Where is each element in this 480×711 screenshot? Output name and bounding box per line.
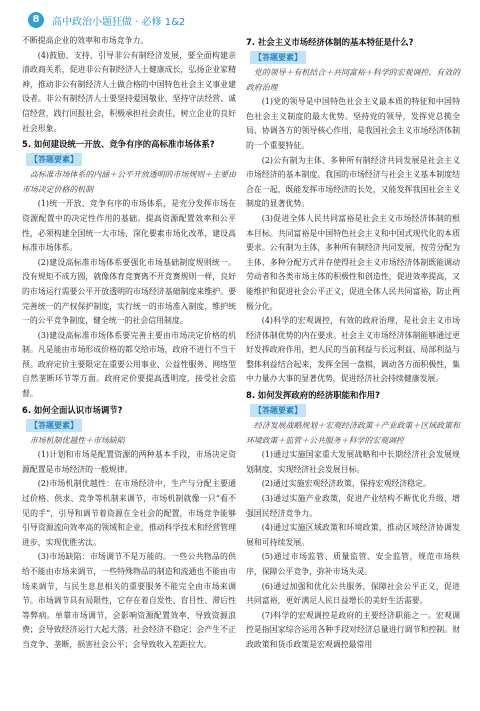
answer-tag: 【答题要素】	[250, 51, 306, 64]
left-column	[22, 34, 236, 653]
answer-point: (4)通过实施区域政策和环境政策，推动区域经济协调发展和可持续发展。	[246, 523, 460, 547]
answer-point: (1)统一开放、竞争有序的市场体系，是充分发挥市场在资源配置中的决定性作用的基础。提高资源配置效率和公平性，必须构建全国统一大市场，深化要素市场化改革，建设高标准市场体系。	[22, 199, 236, 253]
answer-point: (3)通过实施产业政策，促进产业结构不断优化升级，增强国民经济竞争力。	[246, 494, 460, 518]
answer-point: (3)促进全体人民共同富裕是社会主义市场经济体制的根本目标。共同富裕是中国特色社会主义和中国式现代化的本质要求。公有制为主体，多种所有制经济共同发展，按劳分配为主体、多种分配方式并存使得社会主义市场经济体制既能调动劳动者和各类市场主体的积极性和创造性，促进效率提高，又能维护和促进社会公平正义，促进全体人民共同富裕，防止两极分化。	[246, 213, 460, 311]
paragraph: 不断提高企业的效率和市场竞争力。	[22, 36, 149, 45]
answer-point: (1)通过实施国家重大发展战略和中长期经济社会发展规划制度，实现经济社会发展目标。	[246, 450, 460, 474]
question-8: 8. 如何发挥政府的经济职能和作用?	[246, 390, 381, 401]
answer-point: (2)市场机制优越性：在市场经济中，生产与分配主要通过价格、供求、竞争等机制来调节，市场机制就像一只“看不见的手”，引导和调节着资源在全社会的配置，市场竞争能够引导资源流向效率高的领域和企业，推动科学技术和经营管理进步，实现优胜劣汰。	[22, 479, 236, 547]
answer-point: (4)科学的宏观调控，有效的政府治理，是社会主义市场经济体制优势的内在要求。社会主义市场经济体制能够通过更好发挥政府作用，把人民的当前利益与长远利益、局部利益与整体利益结合起来，发挥全国一盘棋，调动各方面积极性，集中力量办大事的显著优势，促进经济社会持续健康发展。	[246, 316, 460, 384]
question-5: 5. 如何建设统一开放、竞争有序的高标准市场体系?	[22, 139, 215, 150]
answer-point: (2)通过实施宏观经济政策，保持宏观经济稳定。	[261, 479, 431, 489]
answer-point: (3)建设高标准市场体系要完善主要由市场决定价格的机制。凡是能由市场形成价格的都交给市场，政府不进行不当干预。政府定价主要限定在重要公用事业、公益性服务、网络型自然垄断环节等方面。政府定价要提高透明度，接受社会监督。	[22, 330, 236, 399]
page-header	[0, 10, 480, 30]
answer-point: (3)市场缺陷：市场调节不是万能的。一些公共物品的供给不能由市场来调节，一些特殊物品的制造和流通也不能由市场来调节，与民生息息相关的重要服务不能完全由市场来调节。市场调节具有局限性，它存在着自发性、盲目性、滞后性等弊病。单靠市场调节，会影响资源配置效率，导致资源浪费；会导致经济运行大起大落，社会经济不稳定；会产生不正当竞争、垄断，损害社会公平；会导致收入差距拉大。	[22, 552, 236, 649]
answer-point: (6)通过加强和优化公共服务，保障社会公平正义，促进共同富裕，更好满足人民日益增长的美好生活需要。	[246, 581, 460, 606]
answer-point: (2)公有制为主体、多种所有制经济共同发展是社会主义市场经济的基本制度。我国的市场经济与社会主义基本制度结合在一起，既能发挥市场经济的长处，又能发挥我国社会主义制度的显著优势。	[246, 155, 460, 209]
right-column	[246, 34, 460, 653]
answer-tag: 【答题要素】	[26, 419, 82, 432]
answer-point: (1)党的领导是中国特色社会主义最本质的特征和中国特色社会主义制度的最大优势。坚持党的领导，发挥党总揽全局、协调各方的领导核心作用，是我国社会主义市场经济体制的一个重要特征。	[246, 97, 460, 150]
page-number: 8	[28, 12, 44, 28]
answer-point: (2)建设高标准市场体系要强化市场基础制度规则统一。没有规矩不成方圆，就像体育竞赛离不开竞赛规则一样，良好的市场运行需要公平开放透明的市场经济基础制度来维护。要完善统一的产权保护制度，实行统一的市场准入制度，维护统一的公平竞争制度，健全统一的社会信用制度。	[22, 257, 236, 326]
answer-keywords: 党的领导＋有机结合＋共同富裕＋科学的宏观调控、有效的政府治理	[246, 68, 460, 92]
answer-keywords: 高标准市场体系的内涵＋公平开放透明的市场规则＋主要由市场决定价格的机制	[22, 170, 236, 194]
question-6: 6. 如何全面认识市场调节?	[22, 404, 123, 415]
answer-keywords: 市场机制优越性＋市场缺陷	[29, 435, 125, 445]
book-title: 高中政治小题狂做 · 必修 1&2	[52, 17, 186, 28]
answer-keywords: 经济发展战略规划＋宏观经济政策＋产业政策＋区域政策和环境政策＋监管＋公共服务＋科学的宏观调控	[246, 421, 460, 445]
paragraph: (4)鼓励、支持、引导非公有制经济发展，要全面构建亲清政商关系，促进非公有制经济人士健康成长，弘扬企业家精神，推动非公有制经济人士做合格的中国特色社会主义事业建设者。非公有制经济人士要坚持爱国敬业、坚持守法经营、诚信经营，践行回报社会，积极承担社会责任，树立企业的良好社会形象。	[22, 50, 236, 133]
answer-point: (5)通过市场监管、质量监管、安全监管，规范市场秩序，保障公平竞争，弥补市场失灵。	[246, 552, 460, 576]
question-7: 7. 社会主义市场经济体制的基本特征是什么?	[246, 37, 414, 47]
answer-tag: 【答题要素】	[26, 153, 82, 166]
answer-tag: 【答题要素】	[250, 404, 306, 417]
answer-point: (1)计划和市场是配置资源的两种基本手段，市场决定资源配置是市场经济的一般规律。	[22, 450, 236, 474]
answer-point: (7)科学的宏观调控是政府的主要经济职能之一。宏观调控是指国家综合运用各种手段对经济总量进行调节和控制。财政政策和货币政策是宏观调控最常用	[246, 610, 460, 649]
